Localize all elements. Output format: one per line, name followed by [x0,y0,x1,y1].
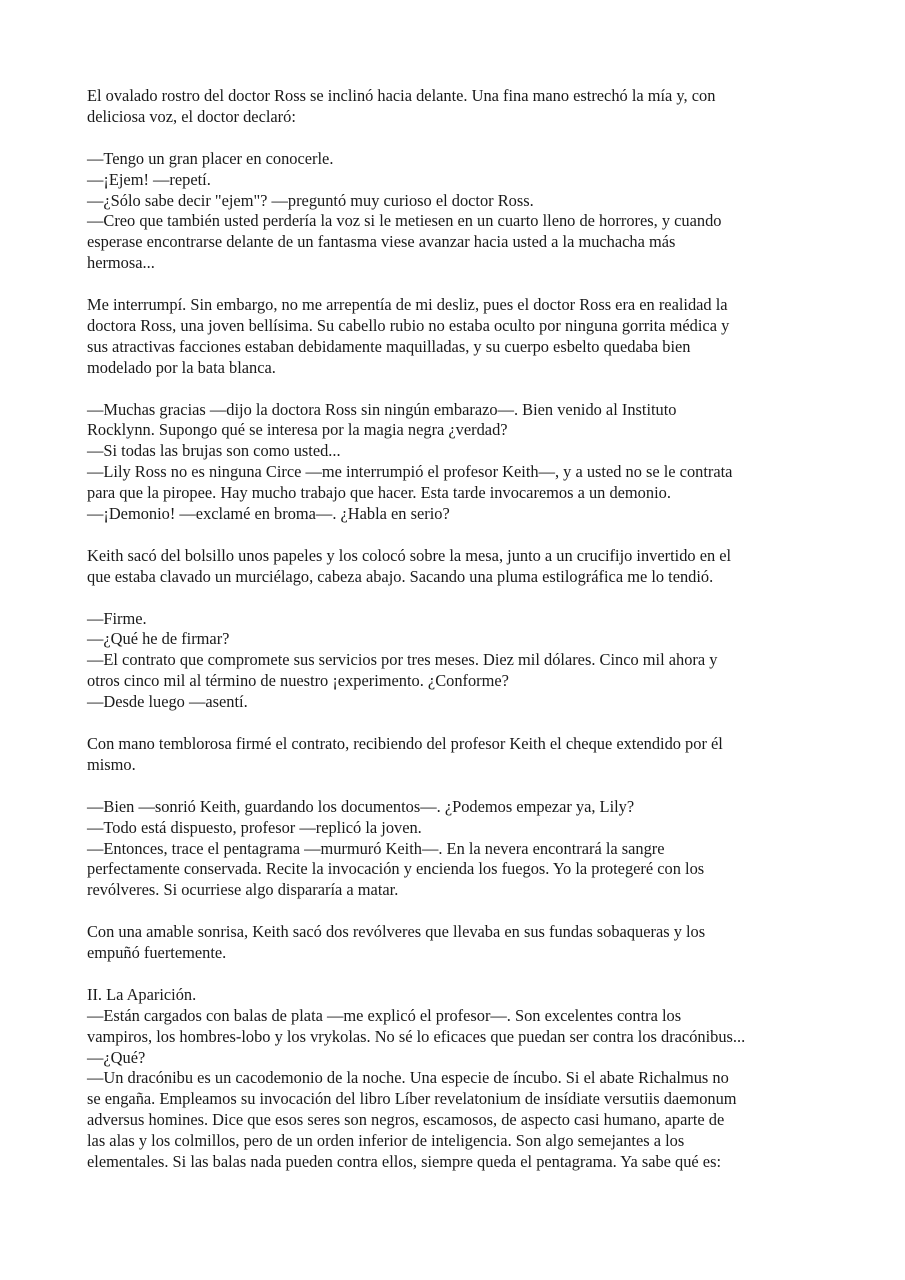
text-line: —¿Qué he de firmar? [87,629,230,649]
text-line: para que la piropee. Hay mucho trabajo que hacer. Esta tarde invocaremos a un demonio. [87,483,671,503]
paragraph [87,86,822,128]
dialogue-paragraph [87,609,822,714]
paragraph [87,922,822,964]
text-line: —Están cargados con balas de plata —me explicó el profesor—. Son excelentes contra los [87,1005,682,1025]
dialogue-paragraph [87,400,822,525]
text-line: Me interrumpí. Sin embargo, no me arrepentía de mi desliz, pues el doctor Ross era en realidad la [87,295,728,315]
text-line: —¿Sólo sabe decir "ejem"? —preguntó muy curioso el doctor Ross. [87,190,534,210]
text-line: vampiros, los hombres-lobo y los vrykolas. No sé lo eficaces que puedan ser contra los dracónibus... [87,1026,746,1046]
text-line: modelado por la bata blanca. [87,357,276,377]
text-line: —Un dracónibu es un cacodemonio de la noche. Una especie de íncubo. Si el abate Richalmus no [87,1068,729,1088]
text-line: —El contrato que compromete sus servicios por tres meses. Diez mil dólares. Cinco mil ahora y [87,650,718,670]
text-line: —Muchas gracias —dijo la doctora Ross sin ningún embarazo—. Bien venido al Instituto [87,399,677,419]
dialogue-paragraph [87,797,822,902]
text-line: —Lily Ross no es ninguna Circe —me interrumpió el profesor Keith—, y a usted no se le contrata [87,462,733,482]
text-line: otros cinco mil al término de nuestro ¡experimento. ¿Conforme? [87,671,509,691]
text-line: —Tengo un gran placer en conocerle. [87,148,334,168]
text-line: —Creo que también usted perdería la voz si le metiesen en un cuarto lleno de horrores, y cuando [87,211,722,231]
text-line: sus atractivas facciones estaban debidamente maquilladas, y su cuerpo esbelto quedaba bien [87,336,691,356]
dialogue-paragraph [87,149,822,274]
text-line: Rocklynn. Supongo qué se interesa por la magia negra ¿verdad? [87,420,508,440]
paragraph [87,546,822,588]
text-line: que estaba clavado un murciélago, cabeza abajo. Sacando una pluma estilográfica me lo tendió. [87,566,714,586]
text-line: Con mano temblorosa firmé el contrato, recibiendo del profesor Keith el cheque extendido por él [87,734,723,753]
text-line: deliciosa voz, el doctor declaró: [87,106,296,126]
text-line: El ovalado rostro del doctor Ross se inclinó hacia delante. Una fina mano estrechó la mía y, con [87,86,716,105]
text-line: —Desde luego —asentí. [87,692,248,712]
section-heading: II. La Aparición. [87,984,197,1004]
text-line: —Todo está dispuesto, profesor —replicó la joven. [87,817,422,837]
text-line: —¡Ejem! —repetí. [87,169,211,189]
text-line: —Entonces, trace el pentagrama —murmuró Keith—. En la nevera encontrará la sangre [87,838,665,858]
text-line: adversus homines. Dice que esos seres son negros, escamosos, de aspecto casi humano, aparte de [87,1110,725,1130]
text-line: —Si todas las brujas son como usted... [87,441,341,461]
text-line: elementales. Si las balas nada pueden contra ellos, siempre queda el pentagrama. Ya sabe qué es: [87,1152,722,1172]
text-line: mismo. [87,754,136,774]
text-line: las alas y los colmillos, pero de un orden inferior de inteligencia. Son algo semejantes a los [87,1131,685,1151]
document-page [87,86,822,1173]
section-paragraph [87,985,822,1173]
text-line: —Bien —sonrió Keith, guardando los documentos—. ¿Podemos empezar ya, Lily? [87,796,635,816]
text-line: revólveres. Si ocurriese algo dispararía a matar. [87,880,399,900]
text-line: —¡Demonio! —exclamé en broma—. ¿Habla en serio? [87,504,450,524]
text-line: Con una amable sonrisa, Keith sacó dos revólveres que llevaba en sus fundas sobaqueras y los [87,922,706,942]
text-line: —Firme. [87,608,147,628]
text-line: Keith sacó del bolsillo unos papeles y los colocó sobre la mesa, junto a un crucifijo invertido en el [87,545,732,565]
text-line: hermosa... [87,253,155,273]
text-line: se engaña. Empleamos su invocación del libro Líber revelatonium de insídiate versutiis daemonum [87,1089,737,1109]
text-line: esperase encontrarse delante de un fantasma viese avanzar hacia usted a la muchacha más [87,232,676,252]
text-line: perfectamente conservada. Recite la invocación y encienda los fuegos. Yo la protegeré con los [87,859,705,879]
paragraph [87,734,822,776]
paragraph [87,295,822,379]
text-line: —¿Qué? [87,1047,146,1067]
text-line: doctora Ross, una joven bellísima. Su cabello rubio no estaba oculto por ninguna gorrita médica y [87,315,730,335]
text-line: empuñó fuertemente. [87,943,227,963]
